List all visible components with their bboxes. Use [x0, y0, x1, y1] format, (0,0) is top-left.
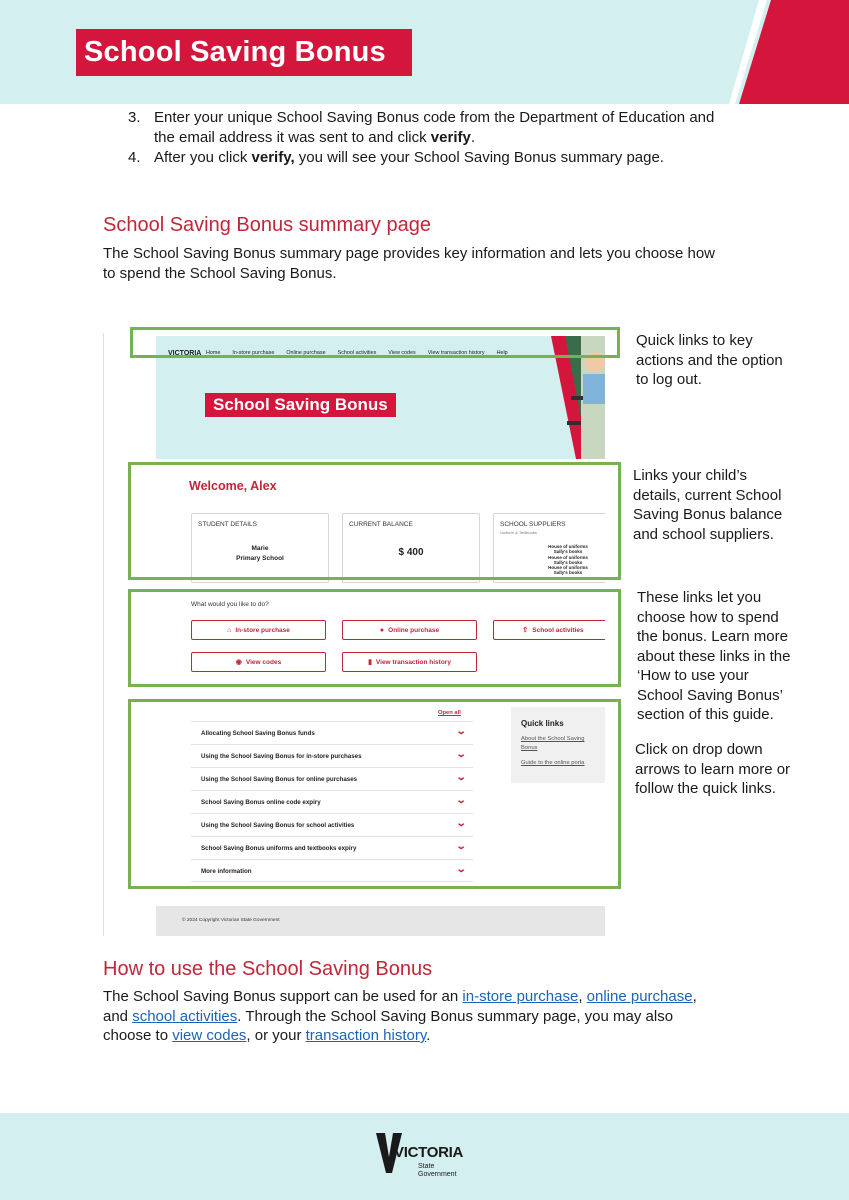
callout-box-details — [128, 462, 621, 580]
card-label: CURRENT BALANCE — [349, 521, 413, 528]
quick-link[interactable]: Bonus — [521, 745, 538, 751]
supplier-item: House of uniforms — [548, 544, 588, 549]
button-label: School activities — [532, 626, 584, 634]
site-title: School Saving Bonus — [205, 393, 396, 417]
step-number: 3. — [128, 109, 141, 126]
nav-online-purchase[interactable]: Online purchase — [286, 350, 326, 356]
card-sublabel: Uniform & Textbooks — [500, 530, 537, 535]
accordion-title: School Saving Bonus online code expiry — [201, 799, 321, 806]
accordion-title: Using the School Saving Bonus for in-store purchases — [201, 753, 362, 760]
callout-box-actions — [128, 589, 621, 687]
card-label: SCHOOL SUPPLIERS — [500, 521, 566, 528]
accordion-title: Using the School Saving Bonus for school activities — [201, 822, 355, 829]
callout-line: details, current School — [633, 486, 782, 504]
logo-subtext-line: Government — [418, 1171, 457, 1178]
chevron-down-icon[interactable]: ⌄ — [455, 841, 467, 852]
callout-line: section of this guide. — [637, 706, 774, 723]
in-store-purchase-link[interactable]: in-store purchase — [462, 988, 579, 1005]
card-label: STUDENT DETAILS — [198, 521, 257, 528]
page-title: School Saving Bonus — [76, 29, 412, 76]
page-header — [0, 0, 849, 104]
student-name: Marie — [251, 545, 269, 552]
welcome-heading: Welcome, Alex — [189, 479, 277, 493]
callout-line: Saving Bonus balance — [633, 506, 783, 523]
chevron-down-icon[interactable]: ⌄ — [455, 795, 467, 806]
eye-icon: ◉ — [235, 659, 242, 666]
logo-subtext-line: State — [418, 1163, 435, 1170]
callout-line: the bonus. Learn more — [637, 628, 788, 645]
copyright-text: © 2024 Copyright Victorian State Government — [182, 918, 280, 923]
paragraph-text: and — [103, 1007, 133, 1025]
victoria-state-government-logo — [376, 1133, 466, 1183]
logo-word: VICTORIA — [394, 1144, 463, 1161]
callout-line: ‘How to use your — [637, 667, 749, 684]
callout-actions — [637, 588, 817, 725]
chevron-down-icon[interactable]: ⌄ — [455, 818, 467, 829]
callout-box-nav — [130, 327, 620, 358]
nav-school-activities[interactable]: School activities — [337, 350, 377, 356]
callout-line: choose how to spend — [637, 608, 779, 626]
callout-quick-links — [636, 331, 816, 390]
step-text: . — [470, 129, 475, 146]
quick-link[interactable]: About the School Saving — [521, 736, 585, 742]
supplier-item: Sally's books — [553, 549, 583, 555]
callout-accordion — [635, 740, 815, 799]
logo-subtext — [418, 1163, 457, 1179]
action-question: What would you like to do? — [191, 601, 269, 608]
supplier-item: Sally's books — [553, 559, 583, 565]
paragraph-text: The School Saving Bonus support can be used for an — [103, 988, 463, 1005]
step-text: After you click — [154, 149, 252, 166]
step-text: the email address it was sent to and click — [154, 129, 431, 146]
nav-in-store-purchase[interactable]: In-store purchase — [232, 350, 275, 356]
step-3 — [128, 108, 768, 148]
how-to-use-heading: How to use the School Saving Bonus — [103, 958, 433, 980]
paragraph-line: The School Saving Bonus summary page provides key information and lets you choose how — [103, 245, 716, 262]
nav-view-codes[interactable]: View codes — [388, 350, 416, 356]
button-label: View transaction history — [375, 658, 451, 666]
header-stripe-graphic — [729, 0, 849, 104]
quick-link[interactable]: Guide to the online porta — [521, 760, 585, 766]
summary-heading: School Saving Bonus summary page — [103, 214, 431, 236]
paragraph-text: choose to — [103, 1027, 173, 1044]
online-purchase-link[interactable]: online purchase — [586, 988, 693, 1005]
paragraph-line: to spend the School Saving Bonus. — [103, 264, 337, 282]
school-activities-link[interactable]: school activities — [132, 1007, 238, 1025]
step-text: Enter your unique School Saving Bonus code from the Department of Education and — [154, 109, 715, 126]
paragraph-text: , — [578, 988, 587, 1005]
callout-line: to log out. — [636, 371, 702, 388]
nav-help[interactable]: Help — [496, 350, 508, 356]
button-label: Online purchase — [388, 626, 440, 634]
how-to-use-paragraph — [103, 987, 783, 1046]
callout-details — [633, 466, 813, 544]
accordion-title: More information — [201, 868, 252, 875]
chevron-down-icon[interactable]: ⌄ — [455, 772, 467, 783]
step-bold-text: verify — [430, 129, 471, 146]
callout-line: follow the quick links. — [635, 780, 776, 797]
callout-line: Links your child’s — [633, 467, 747, 484]
quick-links-heading: Quick links — [521, 719, 564, 728]
balance-value: $ 400 — [398, 547, 424, 558]
document-icon: ▮ — [368, 659, 372, 666]
school-icon: ⇧ — [522, 627, 529, 634]
callout-box-accordion — [128, 699, 621, 889]
supplier-item: House of uniforms — [548, 565, 588, 571]
step-bold-text: verify, — [251, 149, 295, 166]
student-school: Primary School — [236, 555, 284, 562]
open-all-link[interactable]: Open all — [438, 710, 461, 716]
dollar-icon: ● — [379, 626, 385, 634]
callout-line: about these links in the — [637, 647, 791, 665]
view-codes-link[interactable]: view codes — [172, 1027, 247, 1044]
paragraph-text: , or your — [246, 1027, 306, 1044]
chevron-down-icon[interactable]: ⌄ — [455, 749, 467, 760]
callout-line: arrows to learn more or — [635, 760, 791, 778]
nav-home[interactable]: Home — [206, 350, 221, 356]
step-4 — [128, 148, 768, 168]
supplier-item: Sally's books — [553, 570, 583, 576]
callout-line: Quick links to key — [636, 332, 753, 349]
home-icon: ⌂ — [227, 626, 232, 634]
supplier-item: House of uniforms — [548, 554, 588, 560]
transaction-history-link[interactable]: transaction history — [305, 1027, 427, 1044]
steps-list — [128, 108, 768, 168]
accordion-title: Allocating School Saving Bonus funds — [201, 730, 315, 737]
nav-view-transaction-history[interactable]: View transaction history — [427, 350, 485, 356]
step-text: you will see your School Saving Bonus summary page. — [294, 149, 664, 166]
summary-paragraph — [103, 244, 763, 283]
accordion-title: School Saving Bonus uniforms and textbooks expiry — [201, 845, 357, 852]
page-footer — [0, 1113, 849, 1200]
callout-line: These links let you — [637, 589, 762, 606]
site-logo[interactable]: VICTORIA — [168, 350, 202, 357]
step-number: 4. — [128, 149, 141, 166]
accordion-title: Using the School Saving Bonus for online purchases — [201, 776, 358, 783]
callout-line: and school suppliers. — [633, 525, 774, 543]
button-label: In-store purchase — [235, 626, 290, 634]
callout-line: actions and the option — [636, 351, 783, 369]
paragraph-text: , — [692, 988, 697, 1005]
chevron-down-icon[interactable]: ⌄ — [455, 726, 467, 737]
paragraph-text: . Through the School Saving Bonus summary page, you may also — [237, 1007, 674, 1025]
chevron-down-icon[interactable]: ⌄ — [455, 864, 467, 875]
site-footer — [156, 906, 605, 936]
button-label: View codes — [245, 658, 282, 666]
callout-line: School Saving Bonus’ — [637, 686, 783, 704]
callout-line: Click on drop down — [635, 741, 763, 758]
paragraph-text: . — [426, 1027, 431, 1044]
